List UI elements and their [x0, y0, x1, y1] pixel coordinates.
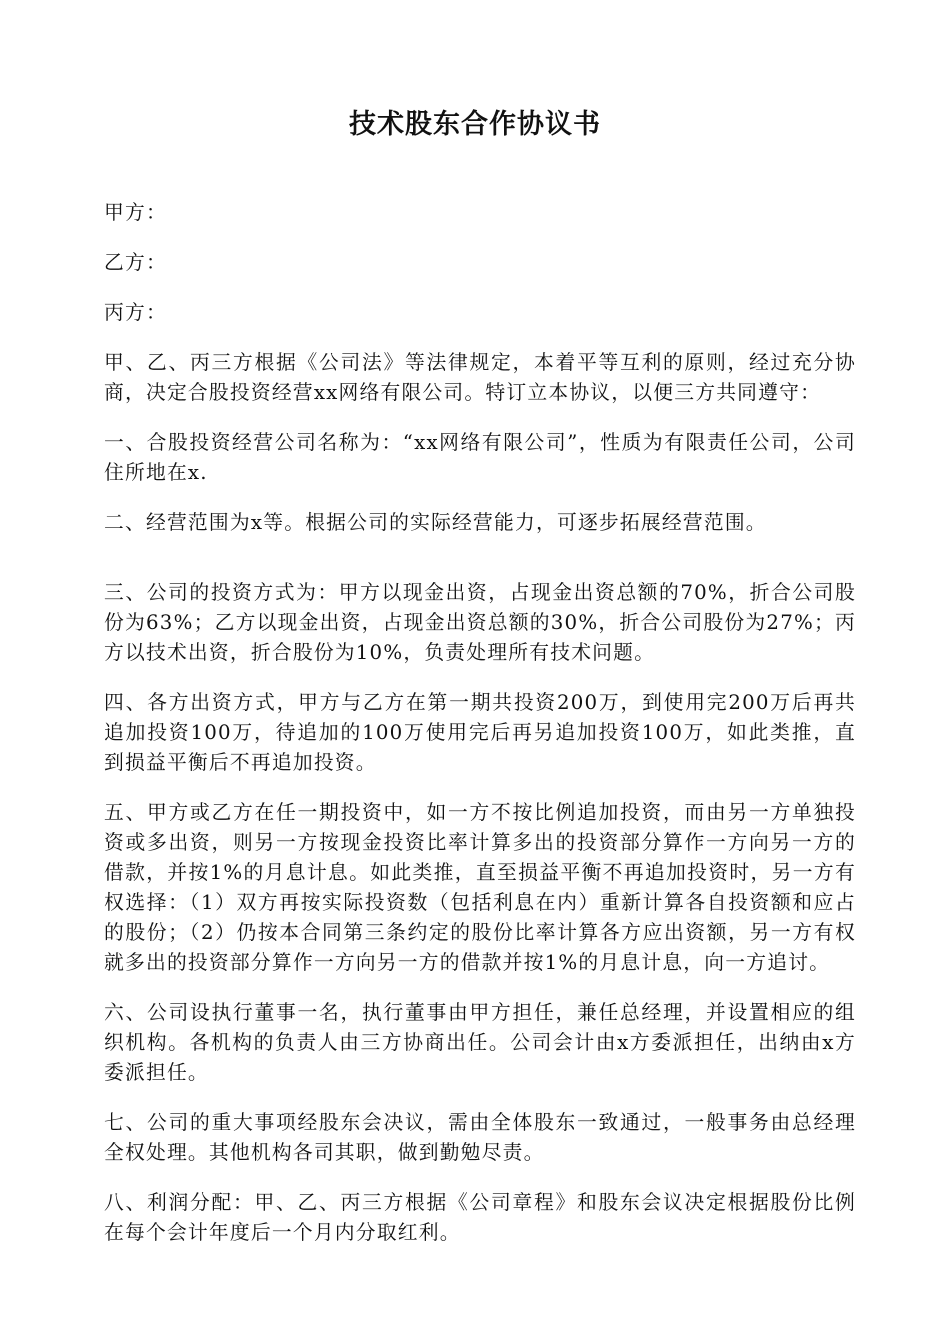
document-title: 技术股东合作协议书: [349, 109, 601, 140]
clause-2: 二、经营范围为x等。根据公司的实际经营能力，可逐步拓展经营范围。: [104, 511, 767, 534]
document-body: [104, 198, 856, 1268]
party-a-line: 甲方：: [104, 201, 167, 224]
clause-5: 五、甲方或乙方在任一期投资中，如一方不按比例追加投资，而由另一方单独投资或多出资，则另一方按现金投资比率计算多出的投资部分算作一方向另一方的借款，并按1%的月息计息。如此类推，直至损益平衡不再追加投资时，另一方有权选择：（1）双方再按实际投资数（包括利息在内）重新计算各自投资额和应占的股份；（2）仍按本合同第三条约定的股份比率计算各方应出资额，另一方有权就多出的投资部分算作一方向另一方的借款并按1%的月息计息，向一方追讨。: [104, 801, 856, 974]
party-b-line: 乙方：: [104, 251, 167, 274]
clause-7: 七、公司的重大事项经股东会决议，需由全体股东一致通过，一般事务由总经理全权处理。其他机构各司其职，做到勤勉尽责。: [104, 1111, 856, 1164]
clause-4: 四、各方出资方式，甲方与乙方在第一期共投资200万，到使用完200万后再共追加投资100万，待追加的100万使用完后再另追加投资100万，如此类推，直到损益平衡后不再追加投资。: [104, 691, 856, 774]
clause-8: 八、利润分配：甲、乙、丙三方根据《公司章程》和股东会议决定根据股份比例在每个会计年度后一个月内分取红利。: [104, 1191, 856, 1244]
clause-1: 一、合股投资经营公司名称为：“xx网络有限公司”，性质为有限责任公司，公司住所地在x.: [104, 431, 856, 484]
party-c-line: 丙方：: [104, 301, 167, 324]
preamble-paragraph: 甲、乙、丙三方根据《公司法》等法律规定，本着平等互利的原则，经过充分协商，决定合股投资经营xx网络有限公司。特订立本协议，以便三方共同遵守：: [104, 351, 856, 404]
clause-3: 三、公司的投资方式为：甲方以现金出资，占现金出资总额的70%，折合公司股份为63%；乙方以现金出资，占现金出资总额的30%，折合公司股份为27%；丙方以技术出资，折合股份为10%，负责处理所有技术问题。: [104, 581, 856, 664]
clause-6: 六、公司设执行董事一名，执行董事由甲方担任，兼任总经理，并设置相应的组织机构。各机构的负责人由三方协商出任。公司会计由x方委派担任，出纳由x方委派担任。: [104, 1001, 856, 1084]
